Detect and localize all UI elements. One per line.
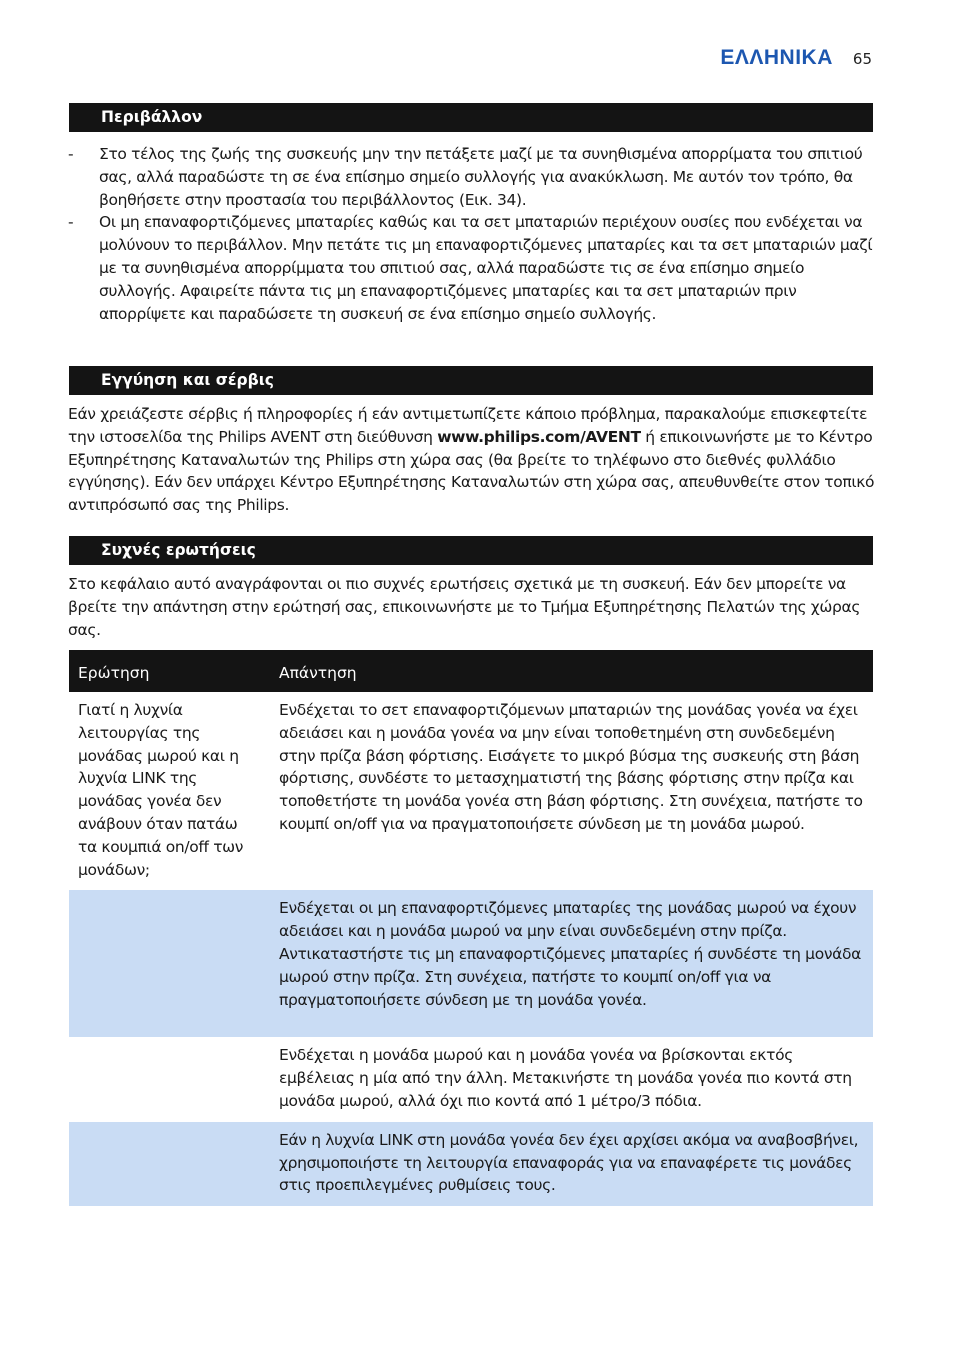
bullet-text: Στο τέλος της ζωής της συσκευής μην την πετάξετε μαζί με τα συνηθισμένα απορρίματα του σπιτιού σας, αλλά παραδώστε τη σε ένα επίσημο σημείο συλλογής για ανακύκλωση. Με αυτόν τον τρόπο, θα βοηθήσετε στην προστασία του περιβάλλοντος (Εικ. 34).: [99, 145, 863, 209]
warranty-text-before: Εάν χρειάζεστε σέρβις ή πληροφορίες ή εάν αντιμετωπίζετε κάποιο πρόβλημα, παρακαλούμε επισκεφτείτε την ιστοσελίδα της Philips AVENT στη διεύθυνση: [68, 405, 868, 446]
environment-bullet-list: [68, 143, 876, 325]
list-item: [68, 143, 876, 211]
question-cell: [69, 1037, 270, 1121]
question-cell: [69, 890, 270, 1037]
philips-avent-link[interactable]: www.philips.com/AVENT: [437, 427, 641, 446]
section-heading-warranty: Εγγύηση και σέρβις: [69, 366, 873, 395]
faq-table: [69, 650, 873, 1206]
bullet-dash: -: [68, 145, 74, 163]
answer-cell: Ενδέχεται η μονάδα μωρού και η μονάδα γονέα να βρίσκονται εκτός εμβέλειας η μία από την άλλη. Μετακινήστε τη μονάδα γονέα πιο κοντά στη μονάδα μωρού, αλλά όχι πιο κοντά από 1 μέτρο/3 πόδια.: [279, 1046, 852, 1110]
warranty-paragraph: [68, 403, 876, 517]
table-header-row: [69, 650, 873, 692]
table-row: [69, 1122, 873, 1206]
bullet-text: Οι μη επαναφορτιζόμενες μπαταρίες καθώς και τα σετ μπαταριών περιέχουν ουσίες που ενδέχεται να μολύνουν το περιβάλλον. Μην πετάτε τις μη επαναφορτιζόμενες μπαταρίες και τα σετ μπαταριών μαζί με τα συνηθισμένα απορρίμματα του σπιτιού σας, αλλά παραδώστε τις σε ένα επίσημο σημείο συλλογής. Αφαιρείτε πάντα τις μη επαναφορτιζόμενες μπαταρίες και τα σετ μπαταριών πριν απορρίψετε και παραδώσετε τη συσκευή σε ένα επίσημο σημείο συλλογής.: [99, 213, 873, 323]
warranty-text-after: ή επικοινωνήστε με το Κέντρο Εξυπηρέτησης Καταναλωτών της Philips στη χώρα σας (θα βρείτε το τηλέφωνο στο διεθνές φυλλάδιο εγγύησης). Εάν δεν υπάρχει Κέντρο Εξυπηρέτησης Καταναλωτών στη χώρα σας, απευθυνθείτε στον τοπικό αντιπρόσωπό σας της Philips.: [68, 427, 875, 515]
answer-cell: Ενδέχεται το σετ επαναφορτιζόμενων μπαταριών της μονάδας γονέα να έχει αδειάσει και η μονάδα γονέα να μην είναι τοποθετημένη στη συνδεδεμένη στην πρίζα βάση φόρτισης. Εισάγετε το μικρό βύσμα της συσκευής στη βάση φόρτισης, συνδέστε το μετασχηματιστή της βάσης φόρτισης στην πρίζα και τοποθετήστε τη μονάδα γονέα στη βάση φόρτισης. Στη συνέχεια, πατήστε το κουμπί on/off για να πραγματοποιήσετε σύνδεση με τη μονάδα μωρού.: [279, 701, 863, 833]
bullet-dash: -: [68, 213, 74, 232]
section-heading-faq: Συχνές ερωτήσεις: [69, 536, 873, 565]
table-row: [69, 692, 873, 890]
table-row: [69, 890, 873, 1037]
page-header: [720, 46, 872, 70]
answer-cell: Εάν η λυχνία LINK στη μονάδα γονέα δεν έχει αρχίσει ακόμα να αναβοσβήνει, χρησιμοποιήστε τη λειτουργία επαναφοράς για να επαναφέρετε τις μονάδες στις προεπιλεγμένες ρυθμίσεις τους.: [270, 1122, 873, 1206]
question-cell: Γιατί η λυχνία λειτουργίας της μονάδας μωρού και η λυχνία LINK της μονάδας γονέα δεν ανάβουν όταν πατάω τα κουμπιά on/off των μονάδων;: [78, 701, 244, 879]
question-cell: [69, 1122, 270, 1206]
column-header-question: Ερώτηση: [69, 650, 270, 692]
column-header-answer: Απάντηση: [270, 650, 873, 692]
answer-cell: Ενδέχεται οι μη επαναφορτιζόμενες μπαταρίες της μονάδας μωρού να έχουν αδειάσει και η μονάδα μωρού να μην είναι συνδεδεμένη στην πρίζα. Αντικαταστήστε τις μη επαναφορτιζόμενες μπαταρίες ή συνδέστε τη μονάδα μωρού στην πρίζα. Στη συνέχεια, πατήστε το κουμπί on/off για να πραγματοποιήσετε σύνδεση με τη μονάδα γονέα.: [270, 890, 873, 1037]
language-label: ΕΛΛΗΝΙΚΑ: [720, 46, 833, 69]
section-heading-environment: Περιβάλλον: [69, 103, 873, 132]
page-number: 65: [852, 50, 872, 68]
list-item: [68, 211, 876, 325]
faq-intro: Στο κεφάλαιο αυτό αναγράφονται οι πιο συχνές ερωτήσεις σχετικά με τη συσκευή. Εάν δεν μπορείτε να βρείτε την απάντηση στην ερώτησή σας, επικοινωνήστε με το Τμήμα Εξυπηρέτησης Πελατών της χώρας σας.: [68, 575, 861, 639]
table-row: [69, 1037, 873, 1121]
